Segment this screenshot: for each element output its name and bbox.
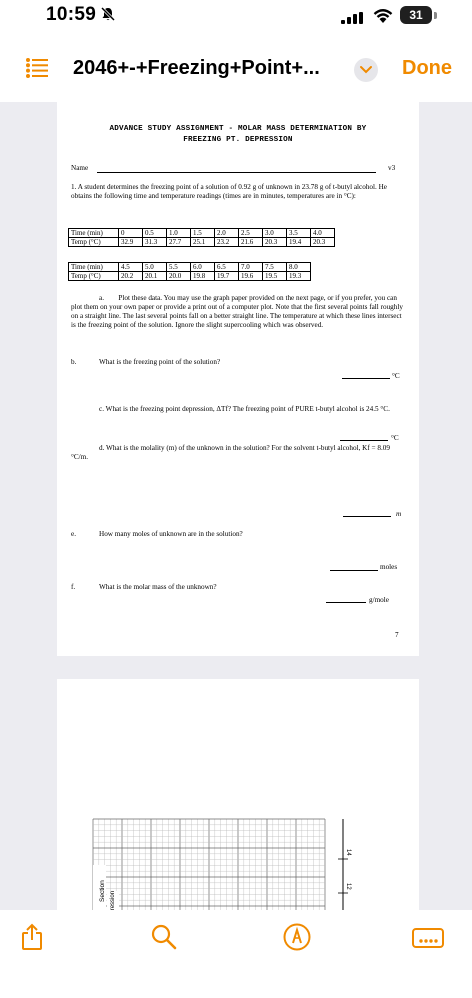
table-cell: 19.5 — [263, 272, 287, 281]
answer-e-unit: moles — [380, 563, 398, 571]
section-label: Section — [99, 880, 106, 902]
table-cell: 20.3 — [263, 238, 287, 247]
table-cell: 8.0 — [287, 263, 311, 272]
time-row — [69, 229, 335, 238]
wifi-icon — [373, 8, 393, 24]
answer-c-unit: °C — [391, 434, 399, 442]
answer-b-line — [342, 378, 390, 379]
table-cell: 19.3 — [287, 272, 311, 281]
table-cell: 1.0 — [167, 229, 191, 238]
table-cell: 2.5 — [239, 229, 263, 238]
question-d-text: d. What is the molality (m) of the unknown in the solution? For the solvent t-butyl alcohol, Kf = 8.09 °C/m. — [71, 444, 390, 461]
question-e-label: e. — [71, 530, 76, 538]
table-cell: 20.1 — [143, 272, 167, 281]
row-label: Time (min) — [69, 263, 119, 272]
table-cell: 20.2 — [119, 272, 143, 281]
question-e-text: How many moles of unknown are in the solution? — [99, 530, 243, 538]
graph-paper — [93, 805, 363, 925]
table-cell: 21.6 — [239, 238, 263, 247]
markup-icon[interactable] — [283, 923, 311, 951]
axis-tick-14: 14 — [345, 849, 351, 856]
answer-f-line — [326, 602, 366, 603]
table-cell: 27.7 — [167, 238, 191, 247]
document-page-2 — [57, 679, 419, 919]
question-a-label: a. — [99, 294, 104, 302]
status-time: 10:59 — [46, 4, 97, 25]
nav-bar — [0, 34, 472, 102]
table-cell: 3.5 — [287, 229, 311, 238]
table-cell: 31.3 — [143, 238, 167, 247]
more-icon[interactable] — [412, 928, 444, 948]
table-cell: 5.5 — [167, 263, 191, 272]
status-bar — [0, 0, 472, 34]
table-cell: 25.1 — [191, 238, 215, 247]
row-label: Time (min) — [69, 229, 119, 238]
question-f-label: f. — [71, 583, 76, 591]
version-label: v3 — [388, 164, 396, 172]
answer-f-unit: g/mole — [369, 596, 389, 604]
question-c-text: c. What is the freezing point depression, ΔTf? The freezing point of PURE t-butyl alcohol is 24.5 °C. — [99, 405, 390, 413]
table-cell: 19.4 — [287, 238, 311, 247]
table-cell: 0 — [119, 229, 143, 238]
table-cell: 20.0 — [167, 272, 191, 281]
answer-c-line — [340, 440, 388, 441]
share-icon[interactable] — [21, 923, 43, 951]
document-page-1 — [57, 96, 419, 656]
battery-tip — [434, 12, 437, 19]
table-cell: 6.0 — [191, 263, 215, 272]
table-cell: 32.9 — [119, 238, 143, 247]
battery-icon: 31 — [400, 6, 432, 24]
question-a — [71, 294, 405, 330]
heading-line-1: ADVANCE STUDY ASSIGNMENT - MOLAR MASS DETERMINATION BY — [109, 125, 367, 133]
time-row — [69, 263, 311, 272]
table-cell: 23.2 — [215, 238, 239, 247]
table-cell: 2.0 — [215, 229, 239, 238]
name-blank-line — [97, 172, 376, 173]
answer-b-unit: °C — [392, 372, 400, 380]
question-f-text: What is the molar mass of the unknown? — [99, 583, 217, 591]
question-1-text: 1. A student determines the freezing point of a solution of 0.92 g of unknown in 23.78 g of t-butyl alcohol. He obtains the following time and temperature readings (times are in minutes, temperatures are in °C): — [71, 183, 387, 200]
assignment-heading — [57, 124, 419, 146]
table-cell: 7.5 — [263, 263, 287, 272]
answer-d-unit: m — [396, 510, 402, 518]
name-label: Name — [71, 164, 89, 172]
axis-tick-12: 12 — [345, 883, 351, 890]
table-cell: 0.5 — [143, 229, 167, 238]
table-cell: 4.5 — [119, 263, 143, 272]
answer-d-line — [343, 516, 391, 517]
question-b-label: b. — [71, 358, 77, 366]
cellular-signal-icon — [341, 12, 363, 24]
data-table-1 — [68, 228, 335, 247]
bottom-toolbar — [0, 910, 472, 998]
table-cell: 19.8 — [191, 272, 215, 281]
answer-e-line — [330, 570, 378, 571]
row-label: Temp (°C) — [69, 238, 119, 247]
table-cell: 4.0 — [311, 229, 335, 238]
document-title: 2046+-+Freezing+Point+... — [73, 57, 320, 79]
done-button[interactable]: Done — [402, 57, 452, 79]
table-cell: 20.3 — [311, 238, 335, 247]
table-cell: 6.5 — [215, 263, 239, 272]
search-icon[interactable] — [151, 924, 177, 950]
data-table-2 — [68, 262, 311, 281]
table-cell: 1.5 — [191, 229, 215, 238]
list-icon[interactable] — [26, 58, 48, 78]
title-menu-button[interactable] — [354, 58, 378, 82]
table-cell: 7.0 — [239, 263, 263, 272]
table-cell: 5.0 — [143, 263, 167, 272]
table-cell: 19.7 — [215, 272, 239, 281]
question-a-text: Plot these data. You may use the graph paper provided on the next page, or if you prefer, you can plot them on your own paper or provide a print out of a computer plot. Note that the first several points fall roughly on a straight line. The last several points fall on a better straight line. The temperature at which these lines intersect is the freezing point of the solution. Ignore the slight supercooling which was observed. — [71, 294, 403, 329]
table-cell: 3.0 — [263, 229, 287, 238]
chevron-down-icon — [360, 66, 372, 74]
row-label: Temp (°C) — [69, 272, 119, 281]
heading-line-2: FREEZING PT. DEPRESSION — [183, 136, 293, 144]
question-b-text: What is the freezing point of the solution? — [99, 358, 221, 366]
silent-bell-icon — [100, 6, 116, 22]
temp-row — [69, 238, 335, 247]
temp-row — [69, 272, 311, 281]
page-number: 7 — [395, 631, 399, 639]
table-cell: 19.6 — [239, 272, 263, 281]
